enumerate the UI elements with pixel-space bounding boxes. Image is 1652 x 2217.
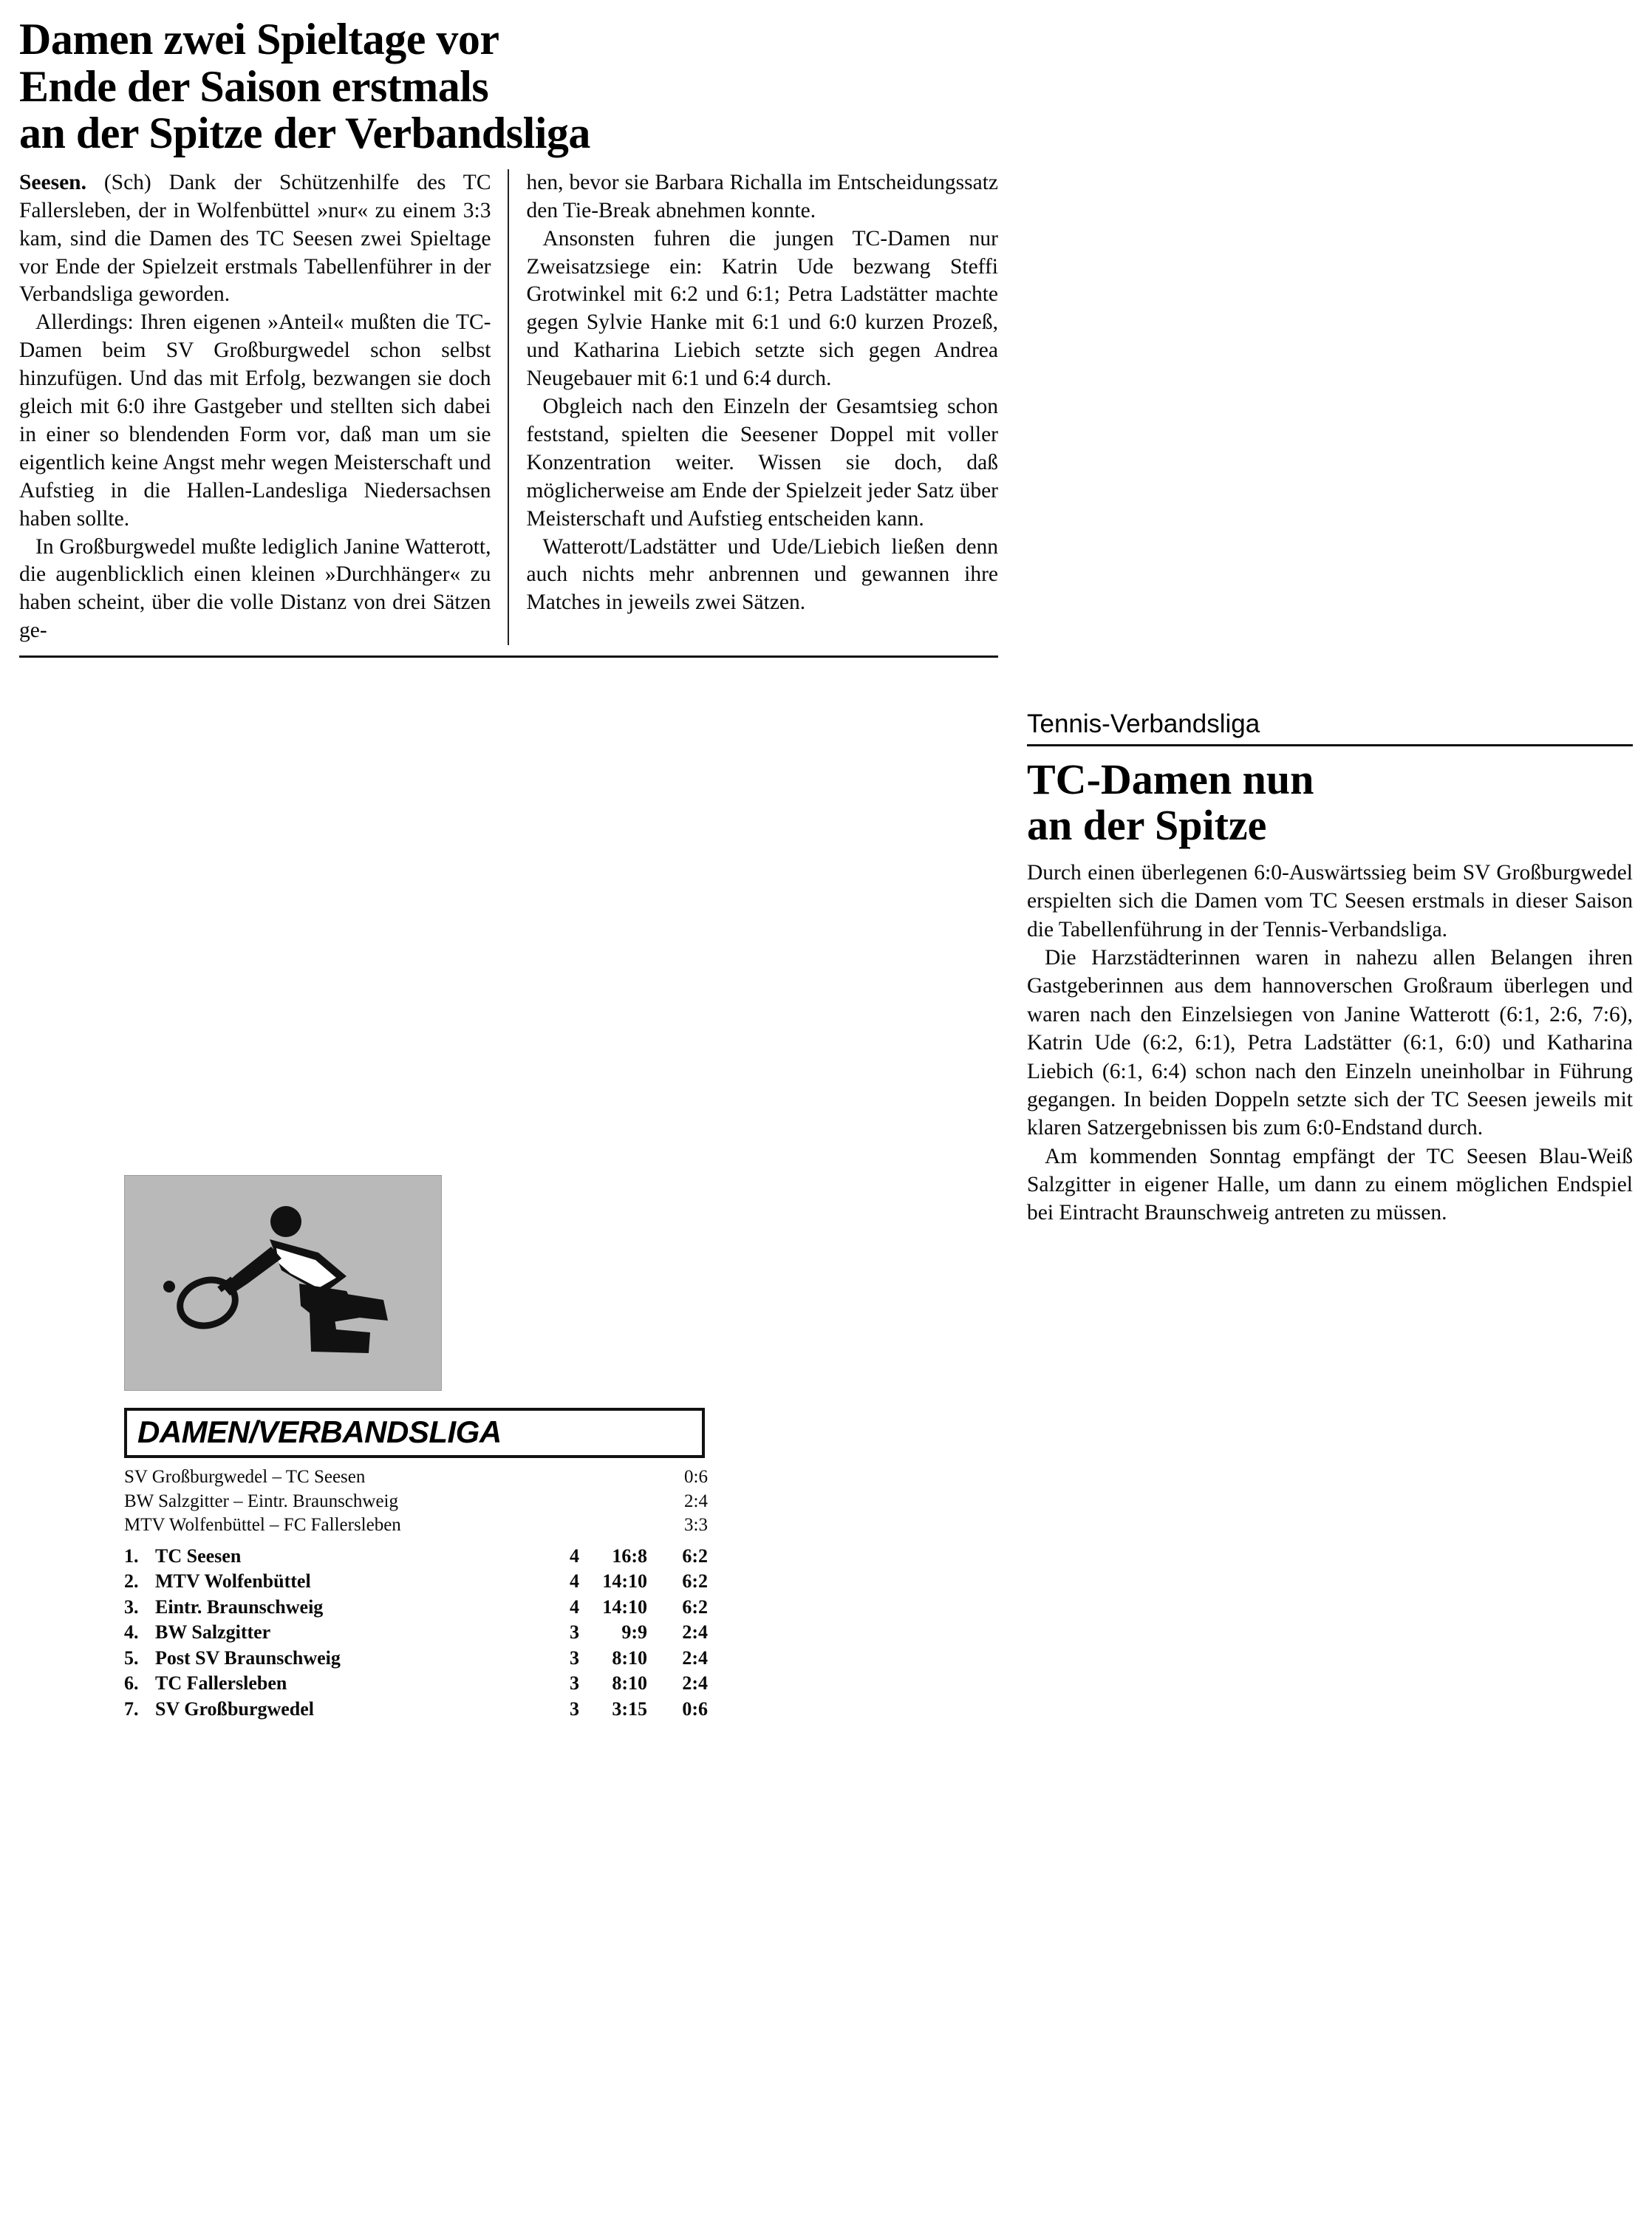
main-article-body [19, 169, 998, 658]
side-article-title [1027, 757, 1633, 848]
row-games: 3 [570, 1697, 579, 1720]
paragraph: Watterott/Ladstätter und Ude/Liebich ließen denn auch nichts mehr anbrennen und gewannen ihre Matches in jeweils zwei Sätzen. [526, 534, 998, 615]
row-team: BW Salzgitter [155, 1621, 271, 1644]
match-score: 0:6 [684, 1467, 708, 1487]
row-sets: 16:8 [612, 1545, 647, 1567]
headline-line-2: Ende der Saison erstmals [19, 61, 489, 111]
paragraph: Durch einen überlegenen 6:0-Auswärtssieg beim SV Großburgwedel erspielten sich die Damen vom TC Seesen erstmals in dieser Saison die Tabellenführung in der Tennis-Verbandsliga. [1027, 861, 1633, 941]
table-title: DAMEN/VERBANDSLIGA [137, 1414, 502, 1449]
row-team: TC Seesen [155, 1545, 242, 1567]
row-games: 3 [570, 1621, 579, 1644]
match-score: 2:4 [684, 1491, 708, 1511]
row-team: Eintr. Braunschweig [155, 1596, 324, 1618]
row-games: 4 [570, 1545, 579, 1567]
row-team: Post SV Braunschweig [155, 1646, 341, 1669]
match-label: BW Salzgitter – Eintr. Braunschweig [124, 1491, 398, 1511]
article-column-one [19, 169, 508, 645]
row-games: 3 [570, 1646, 579, 1669]
row-sets: 3:15 [612, 1697, 647, 1720]
paragraph: Die Harzstädterinnen waren in nahezu allen Belangen ihren Gastgeberinnen aus dem hannoverschen Großraum überlegen und waren nach den Einzelsiegen von Janine Watterott (6:1, 2:6, 7:6), Katrin Ude (6:2, 6:1), Petra Ladstätter (6:1, 6:0) und Katharina Liebich (6:1, 6:4) schon nach den Einzeln uneinholbar in Führung gegangen. In beiden Doppeln setzte sich der TC Seesen jeweils mit klaren Satzergebnissen bis zum 6:0-Endstand durch. [1027, 946, 1633, 1140]
paragraph-text: (Sch) Dank der Schützenhilfe des TC Fallersleben, der in Wolfenbüttel »nur« zu einem 3:3 kam, sind die Damen des TC Seesen zwei Spieltage vor Ende der Spielzeit erstmals Tabellenführer in der Verbandsliga geworden. [19, 170, 491, 307]
headline-line-1: Damen zwei Spieltage vor [19, 15, 499, 64]
table-row [124, 1595, 708, 1621]
row-points: 2:4 [682, 1646, 708, 1669]
row-sets: 8:10 [612, 1672, 647, 1695]
row-team: TC Fallersleben [155, 1672, 287, 1695]
row-sets: 9:9 [621, 1621, 647, 1644]
paragraph [19, 169, 491, 310]
row-position: 5. [124, 1646, 139, 1669]
standings-table-block [124, 1408, 737, 1723]
table-row [124, 1697, 708, 1723]
row-games: 4 [570, 1596, 579, 1618]
match-label: SV Großburgwedel – TC Seesen [124, 1467, 366, 1487]
row-points: 6:2 [682, 1596, 708, 1618]
paragraph: In Großburgwedel mußte lediglich Janine Watterott, die augenblicklich einen kleinen »Durchhänger« zu haben scheint, über die volle Distanz von drei Sätzen ge- [19, 534, 491, 643]
match-label: MTV Wolfenbüttel – FC Fallersleben [124, 1515, 401, 1535]
table-row [124, 1671, 708, 1697]
list-item [124, 1490, 708, 1514]
row-team: SV Großburgwedel [155, 1697, 315, 1720]
dateline: Seesen. [19, 170, 86, 194]
side-article [1027, 709, 1633, 1227]
section-kicker: Tennis-Verbandsliga [1027, 709, 1633, 746]
table-row [124, 1646, 708, 1672]
table-row [124, 1620, 708, 1646]
match-score: 3:3 [684, 1515, 708, 1535]
row-position: 7. [124, 1697, 139, 1720]
side-headline-line-2: an der Spitze [1027, 801, 1267, 850]
row-sets: 14:10 [602, 1596, 647, 1618]
row-points: 6:2 [682, 1545, 708, 1567]
tennis-player-pictogram [124, 1175, 442, 1391]
row-position: 2. [124, 1570, 139, 1593]
row-position: 4. [124, 1621, 139, 1644]
row-points: 2:4 [682, 1621, 708, 1644]
row-position: 3. [124, 1596, 139, 1618]
row-sets: 14:10 [602, 1570, 647, 1593]
table-row [124, 1544, 708, 1570]
results-list [124, 1465, 708, 1538]
side-headline-line-1: TC-Damen nun [1027, 755, 1314, 803]
side-article-body [1027, 859, 1633, 1227]
row-points: 6:2 [682, 1570, 708, 1593]
paragraph: Allerdings: Ihren eigenen »Anteil« mußten die TC-Damen beim SV Großburgwedel schon selbst hinzufügen. Und das mit Erfolg, bezwangen sie doch gleich mit 6:0 ihre Gastgeber und stellten sich dabei in einer so blendenden Form vor, daß man um sie eigentlich keine Angst mehr wegen Meisterschaft und Aufstieg in die Hallen-Landesliga Niedersachsen haben sollte. [19, 310, 491, 531]
row-position: 6. [124, 1672, 139, 1695]
row-team: MTV Wolfenbüttel [155, 1570, 311, 1593]
row-games: 3 [570, 1672, 579, 1695]
row-points: 0:6 [682, 1697, 708, 1720]
paragraph: Am kommenden Sonntag empfängt der TC Seesen Blau-Weiß Salzgitter in eigener Halle, um dann zu einem möglichen Endspiel bei Eintracht Braunschweig antreten zu müssen. [1027, 1144, 1633, 1225]
pictogram-figure [124, 1175, 442, 1391]
row-sets: 8:10 [612, 1646, 647, 1669]
article-column-two [508, 169, 999, 645]
standings-list [124, 1544, 708, 1723]
row-points: 2:4 [682, 1672, 708, 1695]
main-article [19, 16, 1009, 658]
paragraph: hen, bevor sie Barbara Richalla im Entscheidungssatz den Tie-Break abnehmen konnte. [526, 170, 998, 222]
headline-line-3: an der Spitze der Verbandsliga [19, 109, 590, 158]
table-title-bar [124, 1408, 705, 1458]
page-title [19, 16, 1009, 157]
row-position: 1. [124, 1545, 139, 1567]
list-item [124, 1513, 708, 1538]
paragraph: Ansonsten fuhren die jungen TC-Damen nur Zweisatzsiege ein: Katrin Ude bezwang Steffi Grotwinkel mit 6:2 und 6:1; Petra Ladstätter machte gegen Sylvie Hanke mit 6:1 und 6:0 kurzen Prozeß, und Katharina Liebich setzte sich gegen Andrea Neugebauer mit 6:1 und 6:4 durch. [526, 226, 998, 391]
list-item [124, 1465, 708, 1490]
row-games: 4 [570, 1570, 579, 1593]
table-row [124, 1569, 708, 1595]
paragraph: Obgleich nach den Einzeln der Gesamtsieg schon feststand, spielten die Seesener Doppel mit voller Konzentration weiter. Wissen sie doch, daß möglicherweise am Ende der Spielzeit jeder Satz über Meisterschaft und Aufstieg entscheiden kann. [526, 395, 998, 531]
